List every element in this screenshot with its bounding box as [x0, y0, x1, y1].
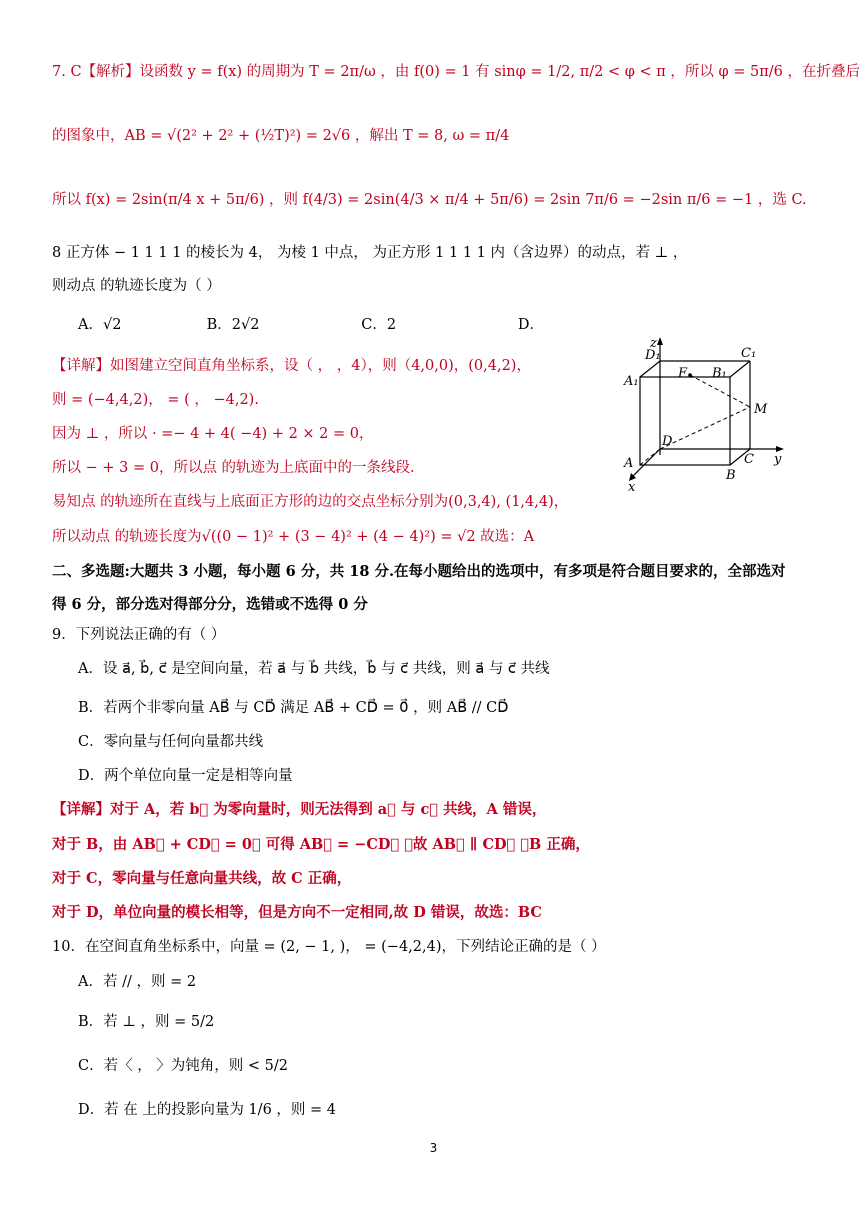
q8-detail-4: 所以 − + 3 = 0，所以点 的轨迹为上底面中的一条线段. [52, 460, 415, 476]
label-a: A [624, 456, 634, 471]
q10-stem: 10．在空间直角坐标系中，向量 = (2, − 1, )， = (−4,2,4)，下列结论正确的是（ ） [52, 939, 606, 955]
q8-options [78, 315, 837, 335]
q8-option-a: A．√2 [78, 317, 122, 333]
label-b: B [726, 468, 736, 483]
label-z: z [650, 336, 657, 351]
label-y: y [774, 452, 782, 467]
q9-option-c: C．零向量与任何向量都共线 [78, 734, 264, 750]
q8-option-c: C．2 [361, 317, 397, 333]
q9-detail-3: 对于 C，零向量与任意向量共线，故 C 正确， [52, 870, 352, 887]
q10-option-c: C．若〈 ， 〉为钝角，则 < 5/2 [78, 1058, 289, 1074]
q8-stem-line1: 8 正方体 − 1 1 1 1 的棱长为 4， 为棱 1 中点， 为正方形 1 1 1 1 内（含边界）的动点，若 ⊥ ， [52, 245, 688, 261]
q9-option-a: A．设 a⃗, b⃗, c⃗ 是空间向量，若 a⃗ 与 b⃗ 共线，b⃗ 与 c⃗ 共线，则 a⃗ 与 c⃗ 共线 [78, 661, 550, 677]
q9-detail-1: 【详解】对于 A，若 b⃗ 为零向量时，则无法得到 a⃗ 与 c⃗ 共线，A 错误， [52, 801, 547, 818]
x-axis [632, 449, 660, 477]
q8-detail-2: 则 = (−4,4,2)， = ( ， −4,2). [52, 392, 259, 408]
label-c1: C₁ [741, 346, 757, 361]
q8-option-b: B．2√2 [206, 317, 260, 333]
section2-line1: 二、多选题:大题共 3 小题，每小题 6 分，共 18 分.在每小题给出的选项中，有多项是符合题目要求的，全部选对 [52, 563, 786, 580]
label-f: F [678, 366, 688, 381]
label-c: C [744, 452, 754, 467]
q7-line2: 的图象中，AB = √(2² + 2² + (½T)²) = 2√6 ，解出 T = 8, ω = π/4 [52, 128, 510, 144]
label-d1: D₁ [645, 348, 661, 363]
label-d: D [662, 434, 673, 449]
q8-detail-3: 因为 ⊥ ，所以 · =− 4 + 4( −4) + 2 × 2 = 0， [52, 426, 374, 442]
q7-line3: 所以 f(x) = 2sin(π/4 x + 5π/6) ，则 f(4/3) = 2sin(4/3 × π/4 + 5π/6) = 2sin 7π/6 = −2sin π/6 = −1 ，选 C. [52, 192, 807, 208]
section2-line2: 得 6 分，部分选对得部分分，选错或不选得 0 分 [52, 596, 368, 613]
q7-line1: 7. C【解析】设函数 y = f(x) 的周期为 T = 2π/ω ，由 f(0) = 1 有 sinφ = 1/2, π/2 < φ < π ，所以 φ = 5π/6 ，在折叠后 [52, 64, 860, 80]
q10-option-d: D．若 在 上的投影向量为 1/6 ，则 = 4 [78, 1102, 336, 1118]
q9-option-b: B．若两个非零向量 AB⃗ 与 CD⃗ 满足 AB⃗ + CD⃗ = 0⃗ ，则 AB⃗ // CD⃗ [78, 700, 509, 716]
label-x: x [628, 480, 636, 495]
q8-detail-5: 易知点 的轨迹所在直线与上底面正方形的边的交点坐标分别为(0,3,4), (1,4,4)， [52, 494, 569, 510]
label-a1: A₁ [624, 374, 639, 389]
q9-stem: 9．下列说法正确的有（ ） [52, 627, 226, 643]
q8-stem-line2: 则动点 的轨迹长度为（ ） [52, 278, 221, 294]
q8-detail-6: 所以动点 的轨迹长度为√((0 − 1)² + (3 − 4)² + (4 − 4)²) = √2 故选：A [52, 529, 535, 545]
q9-detail-2: 对于 B，由 AB⃗ + CD⃗ = 0⃗ 可得 AB⃗ = −CD⃗ ，故 AB⃗ ∥ CD⃗ ，B 正确， [52, 836, 590, 853]
q8-option-d: D． [517, 317, 544, 333]
q9-option-d: D．两个单位向量一定是相等向量 [78, 768, 293, 784]
q10-option-a: A．若 // ，则 = 2 [78, 974, 197, 990]
cube-front-face [640, 377, 730, 465]
q9-detail-4: 对于 D，单位向量的模长相等，但是方向不一定相同,故 D 错误，故选：BC [52, 904, 542, 921]
q10-option-b: B．若 ⊥ ，则 = 5/2 [78, 1014, 215, 1030]
label-m: M [754, 402, 768, 417]
cube-figure [618, 335, 793, 495]
page-number: 3 [429, 1141, 438, 1155]
q8-detail-1: 【详解】如图建立空间直角坐标系，设（ ， ，4），则（4,0,0)，(0,4,2)， [52, 358, 531, 374]
label-b1: B₁ [712, 366, 727, 381]
